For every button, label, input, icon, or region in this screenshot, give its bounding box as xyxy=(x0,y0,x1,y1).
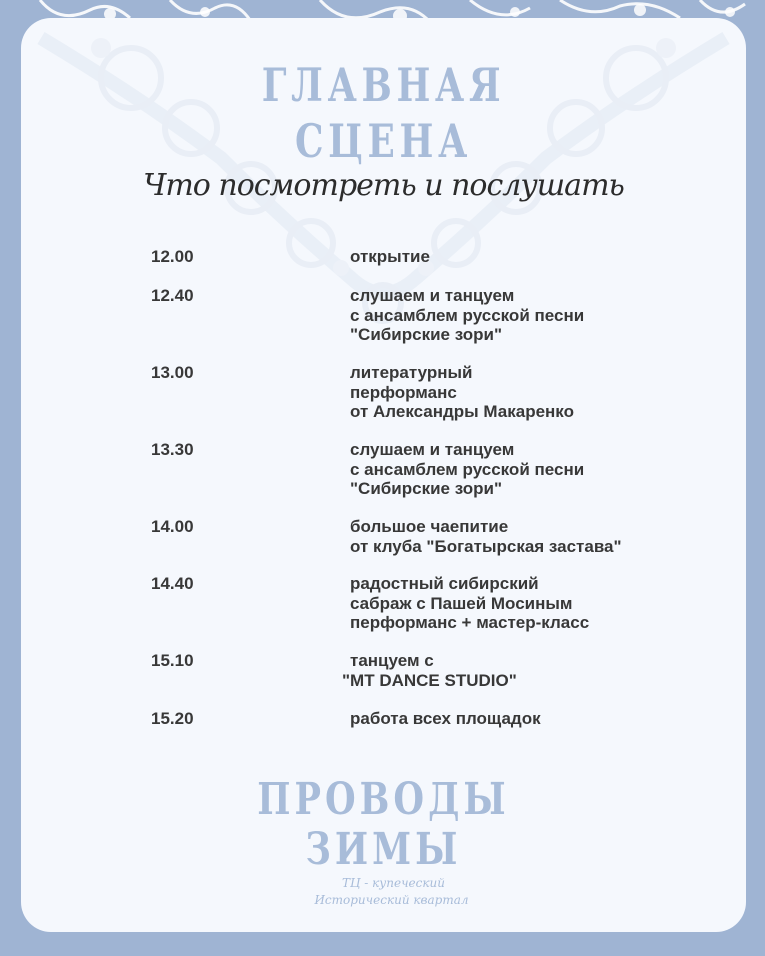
description-line: с ансамблем русской песни xyxy=(350,459,585,479)
schedule-description xyxy=(350,517,622,556)
schedule-time: 15.20 xyxy=(151,709,194,728)
schedule-time: 15.10 xyxy=(151,651,194,670)
schedule-time: 12.40 xyxy=(151,286,194,305)
schedule-description xyxy=(350,247,430,267)
description-line: перформанс xyxy=(350,382,457,402)
schedule-description xyxy=(350,709,541,729)
schedule-description xyxy=(350,440,584,499)
event-tagline-line1: ТЦ - купеческий xyxy=(341,876,446,890)
description-line: большое чаепитие xyxy=(350,517,509,536)
schedule-description xyxy=(350,363,574,422)
description-line: перформанс + мастер-класс xyxy=(350,613,590,632)
description-line: от клуба "Богатырская застава" xyxy=(350,536,622,556)
schedule-description xyxy=(350,574,589,633)
description-line: слушаем и танцуем xyxy=(350,440,515,459)
event-tagline-line2: Исторический квартал xyxy=(314,893,469,907)
description-line: работа всех площадок xyxy=(350,709,541,728)
description-line: от Александры Макаренко xyxy=(350,402,574,421)
page-title-line1: ГЛАВНАЯ xyxy=(261,58,506,112)
schedule-list xyxy=(21,18,746,778)
description-line: "Сибирские зори" xyxy=(350,479,503,498)
schedule-time: 13.00 xyxy=(151,363,194,382)
schedule-time: 13.30 xyxy=(151,440,194,459)
description-line: "MT DANCE STUDIO" xyxy=(342,670,517,690)
description-line: сабраж с Пашей Мосиным xyxy=(350,593,573,613)
page-title-line2: СЦЕНА xyxy=(294,114,473,168)
description-line: радостный сибирский xyxy=(350,574,539,593)
schedule-description xyxy=(350,286,584,345)
description-line: с ансамблем русской песни xyxy=(350,305,585,325)
schedule-time: 12.00 xyxy=(151,247,194,266)
event-logo-line2: ЗИМЫ xyxy=(305,824,462,875)
description-line: литературный xyxy=(350,363,473,382)
schedule-description xyxy=(342,651,517,690)
description-line: танцуем с xyxy=(350,651,434,670)
event-logo-line1: ПРОВОДЫ xyxy=(257,774,510,825)
program-card xyxy=(21,18,746,932)
schedule-time: 14.00 xyxy=(151,517,194,536)
description-line: слушаем и танцуем xyxy=(350,286,515,305)
page-subtitle: Что посмотреть и послушать xyxy=(143,168,624,203)
description-line: "Сибирские зори" xyxy=(350,325,503,344)
schedule-time: 14.40 xyxy=(151,574,194,593)
description-line: открытие xyxy=(350,247,430,266)
